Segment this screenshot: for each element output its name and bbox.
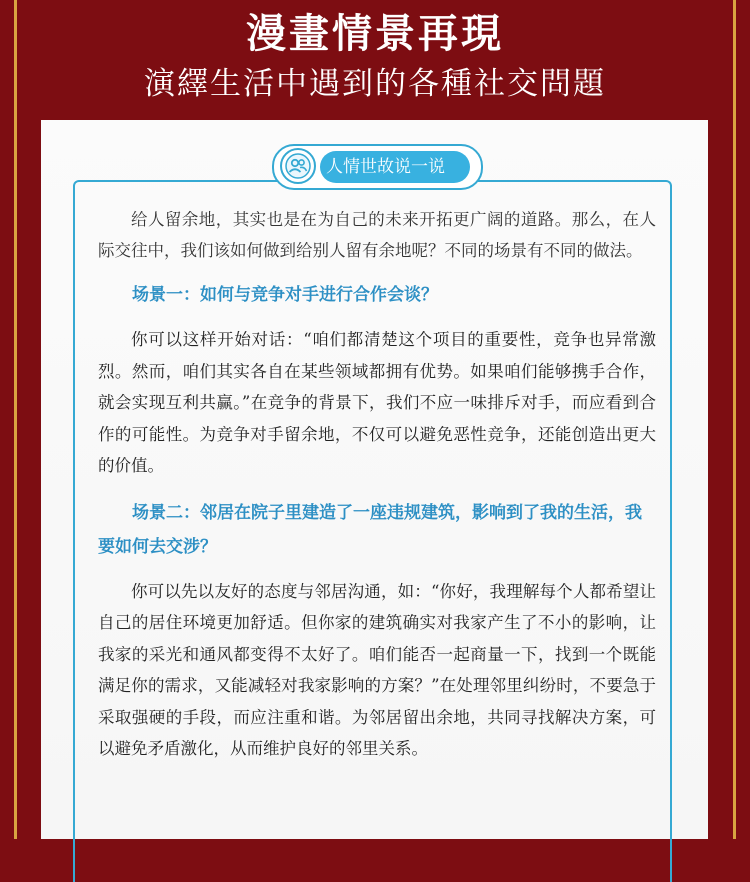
book-page — [41, 120, 708, 839]
right-gold-frame-line — [733, 0, 736, 839]
people-icon — [280, 148, 316, 184]
intro-paragraph: 给人留余地，其实也是在为自己的未来开拓更广阔的道路。那么，在人际交往中，我们该如何做到给别人留有余地呢？不同的场景有不同的做法。 — [98, 210, 656, 260]
banner-header — [0, 0, 750, 118]
left-gold-frame-line — [14, 0, 17, 839]
banner-title: 漫畫情景再現 — [246, 11, 504, 57]
article-content — [98, 204, 656, 765]
badge-label: 人情世故说一说 — [326, 157, 445, 177]
section-badge — [272, 144, 483, 190]
banner-subtitle: 演繹生活中遇到的各種社交問題 — [144, 66, 606, 102]
scene-1-heading: 场景一：如何与竞争对手进行合作会谈？ — [132, 285, 438, 305]
scene-1-body: 你可以这样开始对话：“咱们都清楚这个项目的重要性，竞争也异常激烈。然而，咱们其实各自在某些领域都拥有优势。如果咱们能够携手合作，就会实现互利共赢。”在竞争的背景下，我们不应一味排斥对手，而应看到合作的可能性。为竞争对手留余地，不仅可以避免恶性竞争，还能创造出更大的价值。 — [98, 330, 656, 475]
scene-2-heading: 场景二：邻居在院子里建造了一座违规建筑，影响到了我的生活，我要如何去交涉？ — [98, 502, 642, 557]
scene-2-body: 你可以先以友好的态度与邻居沟通，如：“你好，我理解每个人都希望让自己的居住环境更加舒适。但你家的建筑确实对我家产生了不小的影响，让我家的采光和通风都变得不太好了。咱们能否一起商量一下，找到一个既能满足你的需求，又能减轻对我家影响的方案？”在处理邻里纠纷时，不要急于采取强硬的手段，而应注重和谐。为邻居留出余地，共同寻找解决方案，可以避免矛盾激化，从而维护良好的邻里关系。 — [98, 581, 656, 758]
